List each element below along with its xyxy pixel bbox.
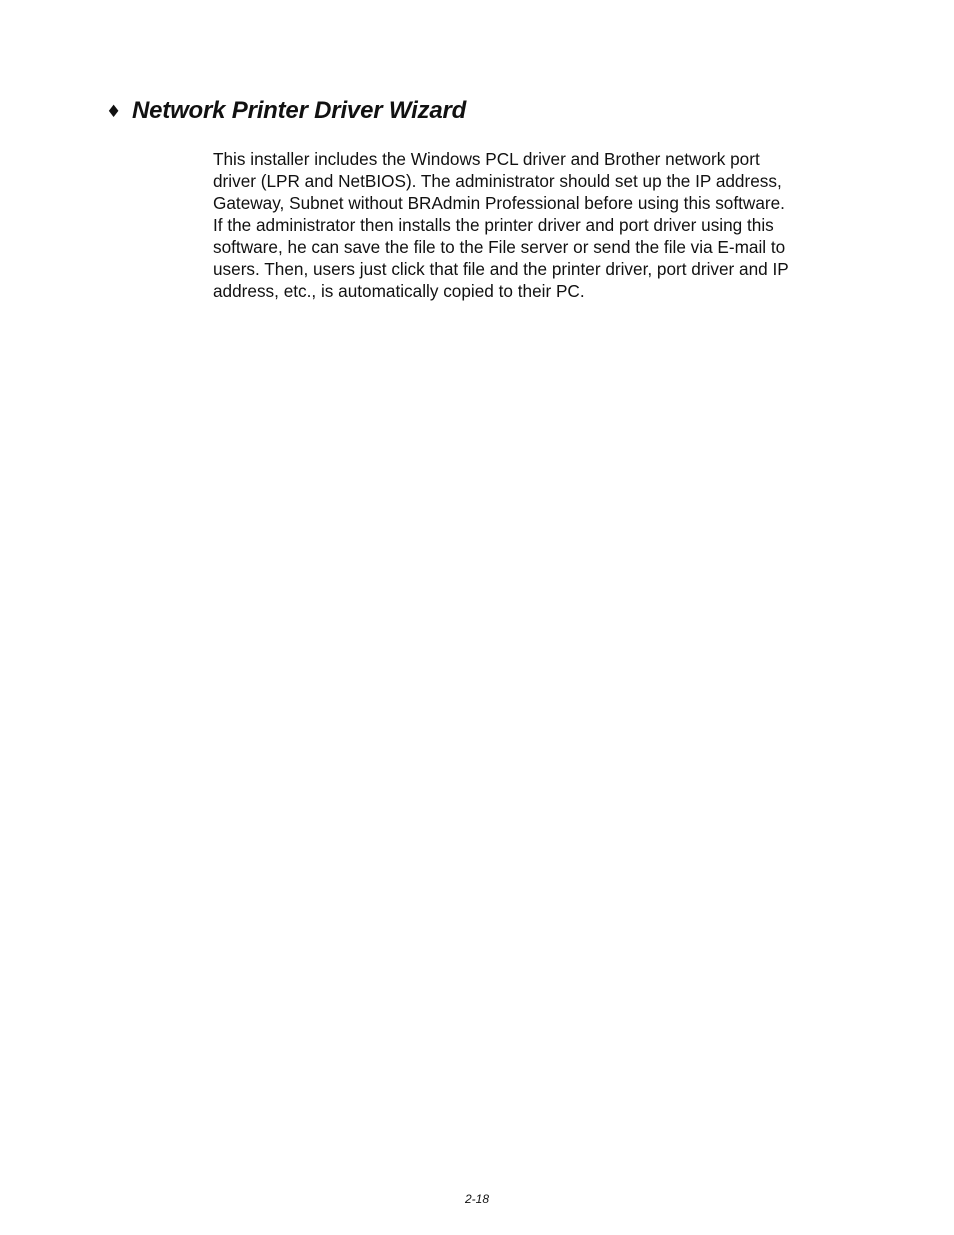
section-heading (106, 96, 466, 126)
paragraph-line: address, etc., is automatically copied to their PC. (213, 281, 585, 301)
page-number: 2-18 (464, 1192, 490, 1206)
paragraph-line: This installer includes the Windows PCL driver and Brother network port (213, 149, 760, 169)
section-title: Network Printer Driver Wizard (132, 97, 467, 124)
paragraph-line: Gateway, Subnet without BRAdmin Professional before using this software. (213, 193, 785, 213)
paragraph-line: driver (LPR and NetBIOS). The administrator should set up the IP address, (213, 171, 782, 191)
diamond-bullet-icon: ♦ (106, 102, 122, 122)
paragraph-line: If the administrator then installs the printer driver and port driver using this (213, 215, 774, 235)
paragraph-line: users. Then, users just click that file and the printer driver, port driver and IP (213, 259, 789, 279)
body-paragraph (213, 148, 853, 302)
paragraph-line: software, he can save the file to the File server or send the file via E-mail to (213, 237, 786, 257)
